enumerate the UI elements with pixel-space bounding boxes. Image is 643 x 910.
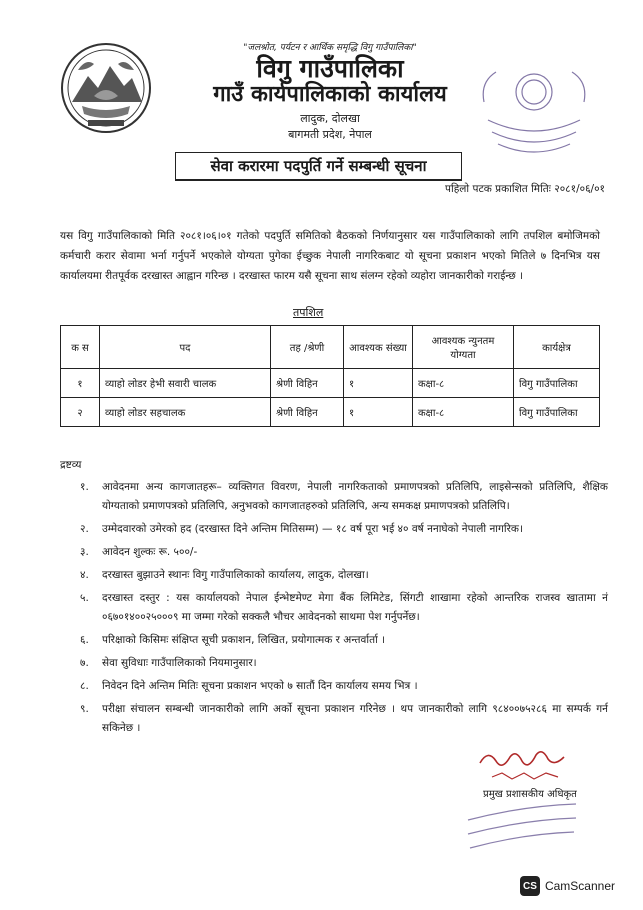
header-post: पद [100, 326, 271, 369]
cell-work-area: विगु गाउँपालिका [514, 369, 600, 398]
list-item [80, 566, 608, 585]
notes-title: द्रष्टव्य [60, 459, 82, 471]
cell-post: व्याहो लोडर हेभी सवारी चालक [100, 369, 271, 398]
cell-grade: श्रेणी विहिन [271, 398, 344, 427]
camscanner-logo-icon: CS [520, 876, 540, 896]
cell-qualification: कक्षा-८ [413, 398, 514, 427]
note-number: ६. [80, 634, 89, 646]
office-slogan: "जलश्रोत, पर्यटन र आर्थिक समृद्धि विगु गाउँपालिका" [243, 43, 417, 53]
note-number: ८. [80, 680, 89, 692]
list-item [80, 631, 608, 650]
camscanner-watermark [520, 876, 615, 896]
office-address-line2: बागमती प्रदेश, नेपाल [288, 128, 372, 141]
note-text: दरखास्त दस्तुर : यस कार्यालयको नेपाल ईन्भेष्टमेण्ट मेगा बैंक लिमिटेड, सिंगटी शाखामा रहेको आन्तरिक राजस्व खातामा नं ०६७०१४००२५०००९ मा जम्मा गरेको सक्कलै भौचर आवेदनको साथमा पेश गर्नुपर्नेछ। [102, 592, 608, 623]
cell-grade: श्रेणी विहिन [271, 369, 344, 398]
note-text: सेवा सुविधाः गाउँपालिकाको नियमानुसार। [102, 657, 257, 669]
vacancy-table [60, 325, 600, 427]
notes-list [80, 478, 608, 742]
list-item [80, 520, 608, 539]
table-row [61, 398, 600, 427]
note-text: परीक्षा संचालन सम्बन्धी जानकारीको लागि अर्को सूचना प्रकाशन गरिनेछ । थप जानकारीको लागि ९८४००७५२८६ मा सम्पर्क गर्न सकिनेछ । [102, 703, 608, 734]
cell-required-number: १ [344, 369, 413, 398]
note-text: उम्मेदवारको उमेरको हद (दरखास्त दिने अन्तिम मितिसम्म) — १८ वर्ष पूरा भई ४० वर्ष ननाघेको नेपाली नागरिक। [102, 523, 523, 535]
cell-serial: १ [61, 369, 100, 398]
note-number: ४. [80, 569, 89, 581]
list-item [80, 543, 608, 562]
list-item [80, 478, 608, 516]
handwritten-signature-icon [472, 745, 572, 785]
published-date: पहिलो पटक प्रकाशित मितिः २०८१/०६/०१ [445, 183, 605, 195]
office-stamp-icon [478, 62, 590, 162]
cell-post: व्याहो लोडर सहचालक [100, 398, 271, 427]
header-work-area: कार्यक्षेत्र [514, 326, 600, 369]
name-stamp-icon [462, 800, 582, 860]
note-text: आवेदन शुल्कः रू. ५००/- [102, 546, 198, 558]
notice-body-paragraph: यस विगु गाउँपालिकाको मिति २०८१।०६।०१ गतेको पदपुर्ति समितिको बैठकको निर्णयानुसार यस गाउँपालिकाको लागि तपशिल बमोजिमको कर्मचारी करार सेवामा भर्ना गर्नुपर्ने भएकोले योग्यता पुगेका ईच्छुक नेपाली नागरिकबाट यो सूचना प्रकाशन भएको मितिले ७ दिनभित्र यस कार्यालयमा रीतपूर्वक दरखास्त आह्वान गरिन्छ । दरखास्त फारम यसै सूचना साथ संलग्न रहेको व्यहोरा जानकारीको गराईन्छ । [60, 229, 600, 282]
note-number: ५. [80, 592, 89, 604]
note-number: ९. [80, 703, 89, 715]
camscanner-label: CamScanner [544, 879, 615, 893]
header-qualification: आवश्यक न्युनतम योग्यता [413, 326, 514, 369]
note-text: दरखास्त बुझाउने स्थानः विगु गाउँपालिकाको कार्यालय, लादुक, दोलखा। [102, 569, 369, 581]
cell-required-number: १ [344, 398, 413, 427]
header-required-number: आवश्यक संख्या [344, 326, 413, 369]
table-caption: तपशिल [293, 306, 324, 319]
note-number: २. [80, 523, 89, 535]
list-item [80, 589, 608, 627]
nepal-emblem-icon [58, 40, 154, 136]
list-item [80, 677, 608, 696]
note-text: परिक्षाको किसिमः संक्षिप्त सूची प्रकाशन, लिखित, प्रयोगात्मक र अन्तर्वार्ता । [102, 634, 386, 646]
cell-serial: २ [61, 398, 100, 427]
note-number: ३. [80, 546, 89, 558]
office-title: गाउँ कार्यपालिकाको कार्यालय [213, 82, 447, 107]
cell-work-area: विगु गाउँपालिका [514, 398, 600, 427]
table-header-row [61, 326, 600, 369]
list-item [80, 654, 608, 673]
office-address-line1: लादुक, दोलखा [300, 112, 360, 125]
header-grade: तह /श्रेणी [271, 326, 344, 369]
cell-qualification: कक्षा-८ [413, 369, 514, 398]
table-row [61, 369, 600, 398]
list-item [80, 700, 608, 738]
office-name: विगु गाउँपालिका [256, 54, 404, 83]
note-text: आवेदनमा अन्य कागजातहरू– व्यक्तिगत विवरण, नेपाली नागरिकताको प्रमाणपत्रको प्रतिलिपि, लाइसेन्सको प्रतिलिपि, शैक्षिक योग्यताको प्रमाणपत्रको प्रतिलिपि, अनुभवको कागजातहरुको प्रतिलिपि, अन्य समकक्ष प्रमाणपत्रको प्रतिलिपि। [102, 481, 608, 512]
header-serial: क स [61, 326, 100, 369]
note-number: ७. [80, 657, 89, 669]
note-number: १. [80, 481, 89, 493]
note-text: निवेदन दिने अन्तिम मितिः सूचना प्रकाशन भएको ७ सातौं दिन कार्यालय समय भित्र । [102, 680, 418, 692]
signatory-role: प्रमुख प्रशासकीय अधिकृत [483, 789, 577, 800]
notice-title: सेवा करारमा पदपुर्ति गर्ने सम्बन्धी सूचना [175, 152, 462, 181]
